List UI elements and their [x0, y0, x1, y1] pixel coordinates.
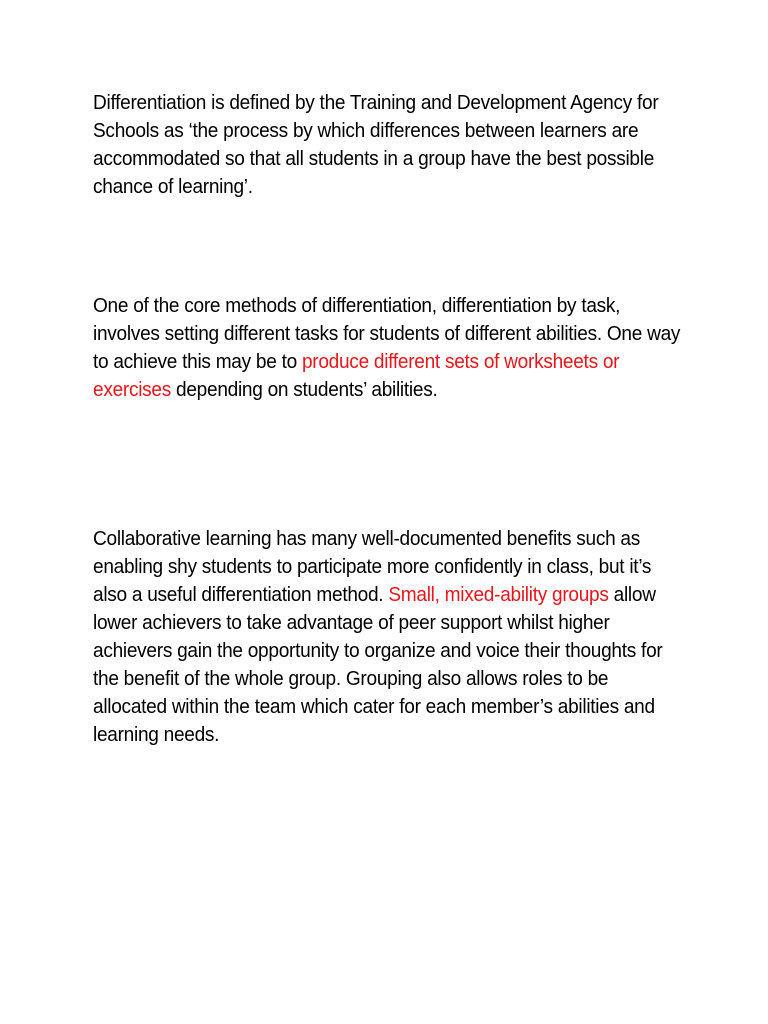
paragraph-definition: [93, 89, 683, 201]
paragraph-differentiation-by-task: [93, 292, 683, 404]
highlighted-phrase: Small, mixed-ability groups: [388, 583, 609, 606]
paragraph-collaborative-learning: [93, 525, 683, 749]
paragraph-text-before: Collaborative learning has many well-documented benefits such as enabling shy students to participate more confidently in class, but it’s also a useful differentiation method.: [93, 527, 652, 606]
paragraph-text-before: One of the core methods of differentiation, differentiation by task, involves setting different tasks for students of different abilities. One way to achieve this may be to: [93, 294, 681, 373]
paragraph-text-after: allow lower achievers to take advantage of peer support whilst higher achievers gain the opportunity to organize and voice their thoughts for the benefit of the whole group. Grouping also allows roles to be allocated within the team which cater for each member’s abilities and learning needs.: [93, 583, 663, 746]
highlighted-phrase: produce different sets of worksheets or exercises: [93, 350, 620, 401]
paragraph-definition-text: Differentiation is defined by the Training and Development Agency for Schools as ‘the process by which differences between learners are accommodated so that all students in a group have the best possible chance of learning’.: [93, 91, 659, 198]
paragraph-text-after: depending on students’ abilities.: [171, 378, 438, 401]
